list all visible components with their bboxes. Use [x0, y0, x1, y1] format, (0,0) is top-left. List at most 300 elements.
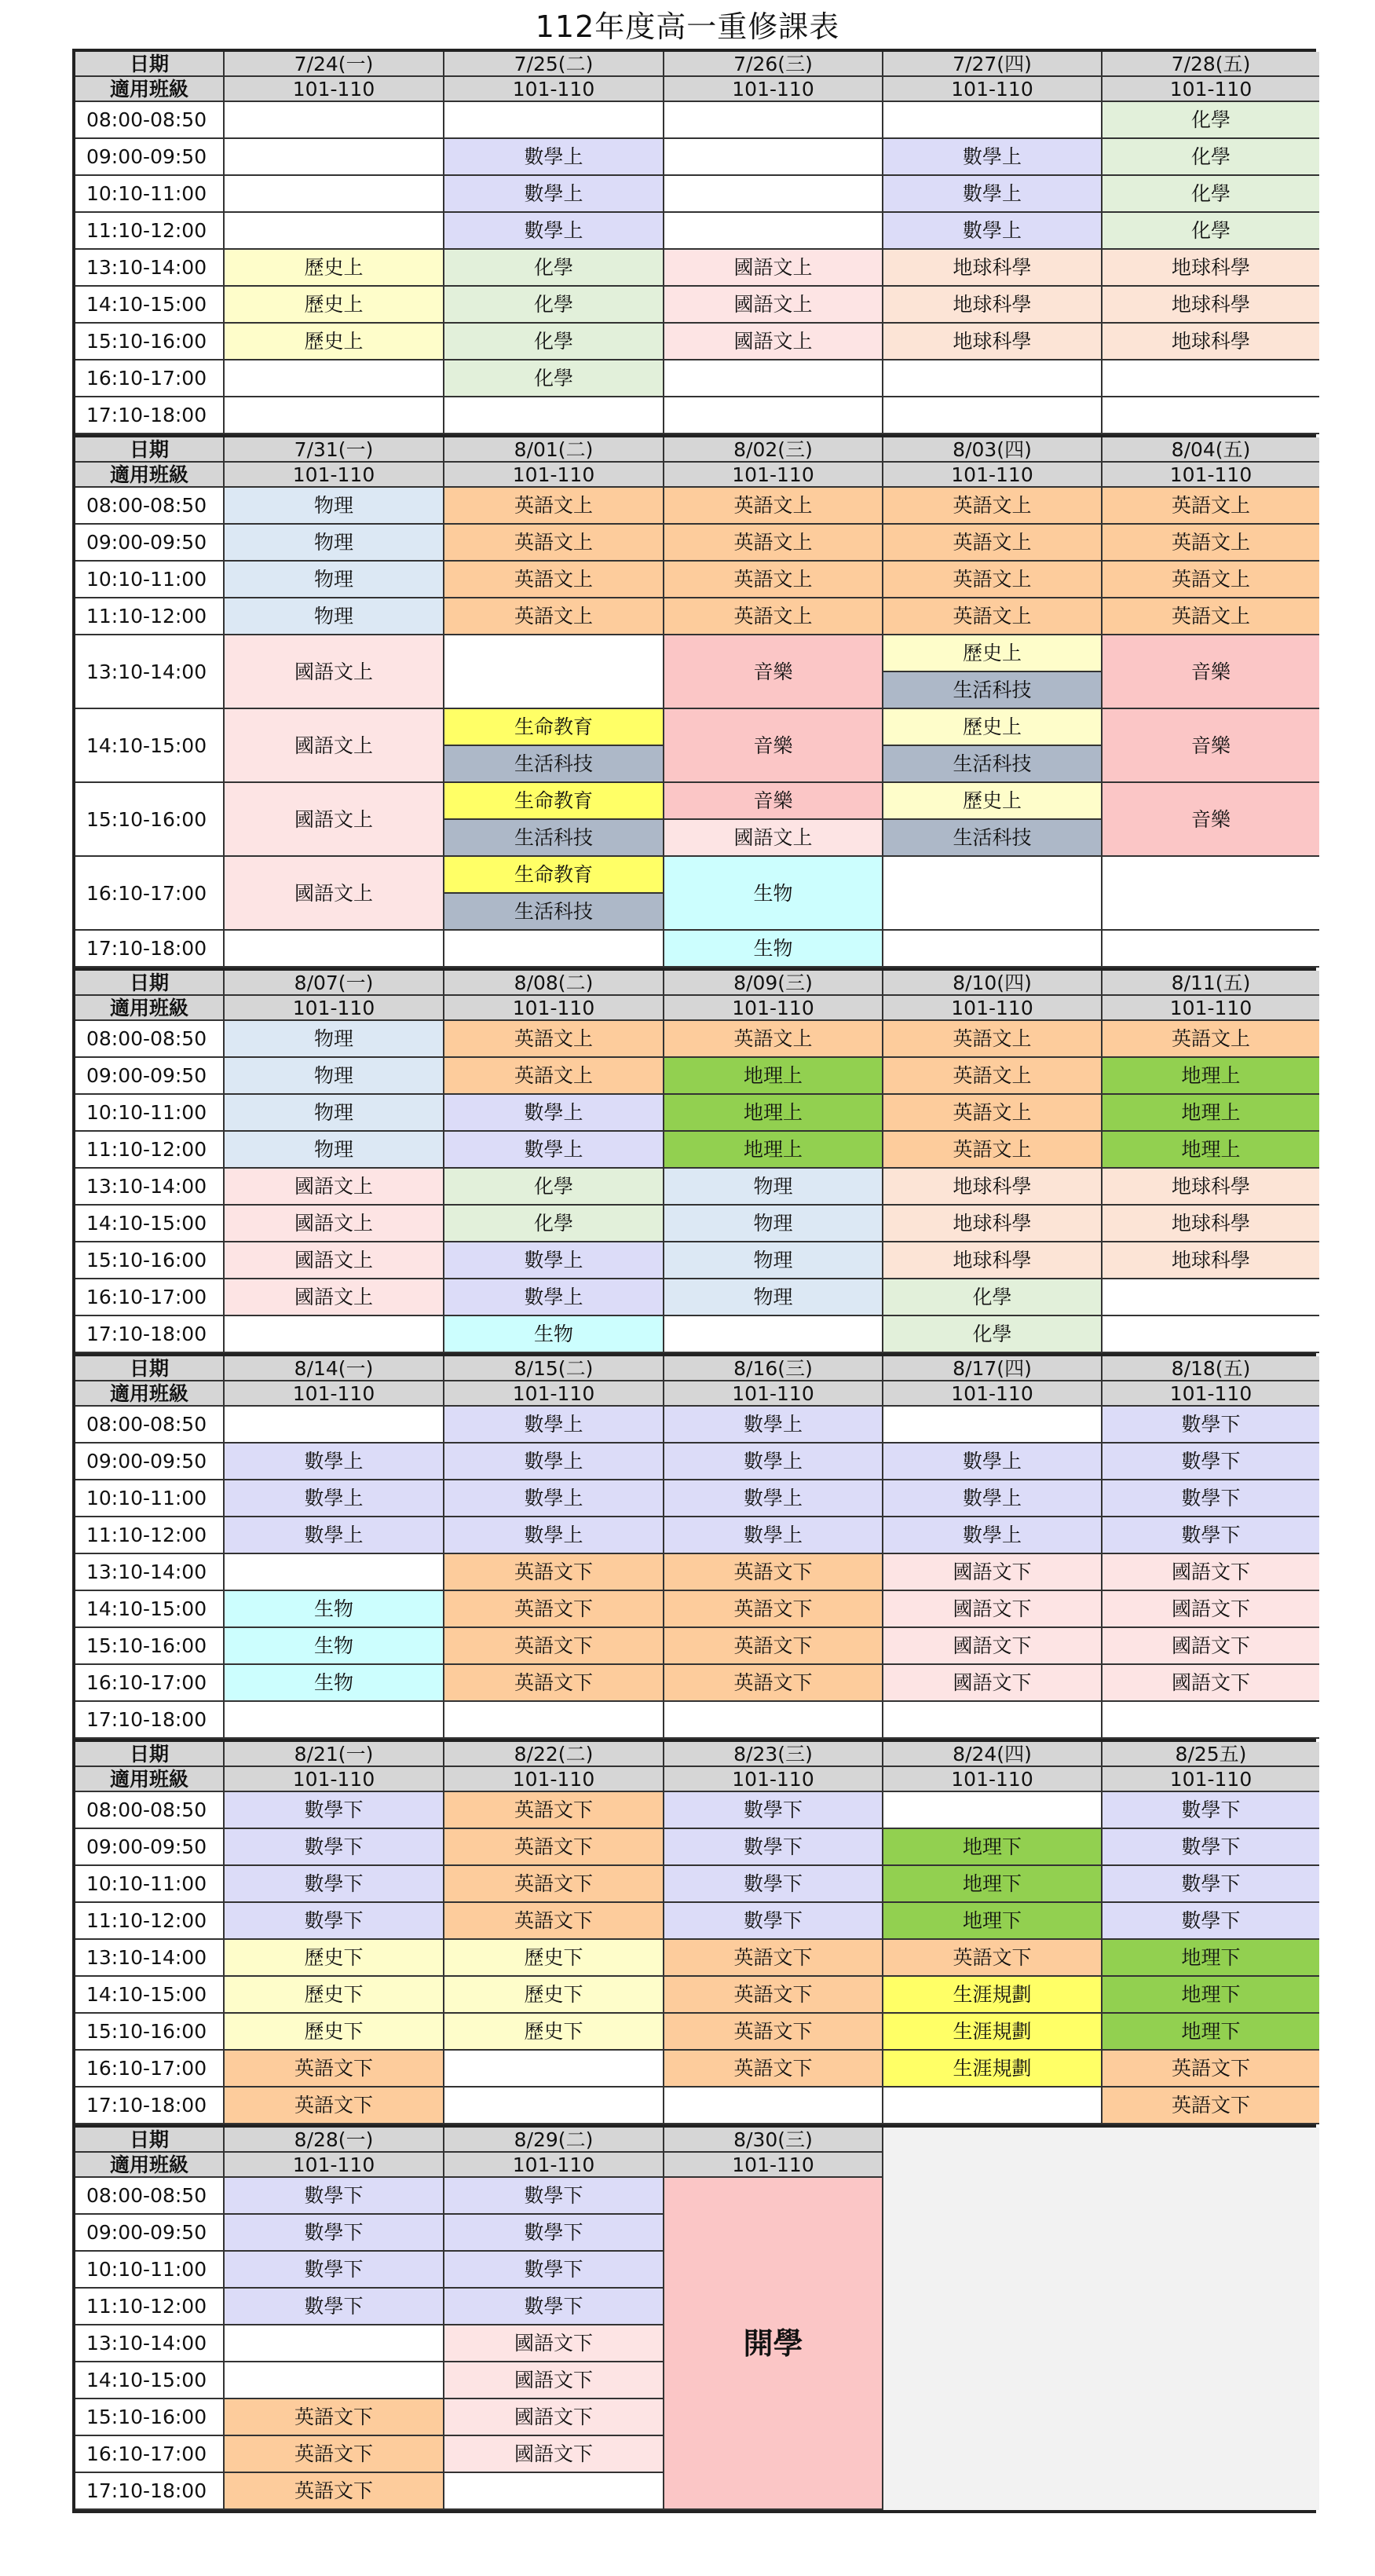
course-cell	[664, 213, 883, 250]
course-cell: 數學下	[1103, 1480, 1319, 1517]
split-period-cell	[664, 783, 883, 857]
course-cell: 英語文下	[444, 1903, 664, 1940]
time-slot: 08:00-08:50	[75, 2178, 225, 2215]
class-header: 101-110	[444, 996, 664, 1021]
course-cell: 地球科學	[1103, 1206, 1319, 1242]
course-cell: 英語文上	[664, 1021, 883, 1058]
class-header: 101-110	[1103, 996, 1319, 1021]
course-cell: 地球科學	[1103, 324, 1319, 360]
course-cell: 數學上	[225, 1517, 444, 1554]
class-header: 101-110	[664, 1381, 883, 1407]
class-header: 101-110	[225, 2153, 444, 2178]
course-cell: 數學上	[883, 213, 1103, 250]
date-header: 8/30(三)	[664, 2128, 883, 2153]
course-cell: 英語文下	[444, 1829, 664, 1866]
course-cell: 數學下	[1103, 1866, 1319, 1903]
course-cell	[1103, 1316, 1319, 1353]
course-cell: 歷史下	[444, 1977, 664, 2014]
course-cell: 歷史下	[444, 2014, 664, 2051]
course-cell: 國語文下	[883, 1665, 1103, 1702]
course-cell: 數學下	[225, 2215, 444, 2252]
course-cell: 地理下	[1103, 1940, 1319, 1977]
course-cell: 國語文上	[225, 783, 444, 857]
date-header: 8/25五)	[1103, 1742, 1319, 1767]
course-cell	[883, 2088, 1103, 2124]
course-cell: 國語文上	[664, 818, 882, 855]
course-cell: 英語文上	[1103, 488, 1319, 525]
course-cell: 地理下	[1103, 2014, 1319, 2051]
class-header: 101-110	[664, 1767, 883, 1792]
course-cell: 英語文上	[664, 598, 883, 635]
course-cell: 化學	[444, 324, 664, 360]
course-cell: 數學下	[664, 1903, 883, 1940]
course-cell: 數學上	[883, 1480, 1103, 1517]
time-slot: 13:10-14:00	[75, 1554, 225, 1591]
course-cell: 數學下	[225, 1903, 444, 1940]
course-cell: 物理	[664, 1242, 883, 1279]
time-slot: 17:10-18:00	[75, 397, 225, 434]
course-cell: 物理	[225, 598, 444, 635]
course-cell: 英語文下	[664, 1591, 883, 1628]
course-cell: 數學下	[225, 2178, 444, 2215]
split-period-cell	[883, 783, 1103, 857]
class-header: 101-110	[1103, 1381, 1319, 1407]
course-cell: 國語文下	[444, 2362, 664, 2399]
course-cell: 英語文上	[444, 488, 664, 525]
course-cell: 英語文上	[444, 598, 664, 635]
course-cell: 數學上	[444, 1279, 664, 1316]
split-period-cell	[444, 857, 664, 931]
course-cell: 國語文下	[1103, 1628, 1319, 1665]
course-cell: 地理上	[1103, 1132, 1319, 1169]
course-cell: 國語文上	[225, 709, 444, 783]
course-cell: 生物	[664, 857, 883, 931]
course-cell: 英語文上	[1103, 598, 1319, 635]
date-header: 8/01(二)	[444, 437, 664, 463]
course-cell	[1103, 1279, 1319, 1316]
course-cell: 數學下	[444, 2178, 664, 2215]
class-header: 101-110	[225, 1381, 444, 1407]
date-label: 日期	[75, 1356, 225, 1381]
time-slot: 15:10-16:00	[75, 2014, 225, 2051]
empty-area	[883, 2128, 1319, 2510]
course-cell: 歷史下	[225, 2014, 444, 2051]
course-cell: 數學上	[444, 1242, 664, 1279]
course-cell: 國語文上	[664, 324, 883, 360]
course-cell: 英語文上	[664, 562, 883, 598]
course-cell: 英語文上	[1103, 562, 1319, 598]
class-label: 適用班級	[75, 463, 225, 488]
course-cell: 國語文下	[883, 1628, 1103, 1665]
course-cell: 音樂	[664, 709, 883, 783]
course-cell: 數學下	[1103, 1517, 1319, 1554]
course-cell: 數學上	[444, 1517, 664, 1554]
course-cell: 地理上	[1103, 1058, 1319, 1095]
course-cell: 國語文下	[444, 2399, 664, 2436]
class-header: 101-110	[664, 996, 883, 1021]
time-slot: 14:10-15:00	[75, 1977, 225, 2014]
class-header: 101-110	[883, 1767, 1103, 1792]
course-cell	[225, 2325, 444, 2362]
course-cell: 數學上	[664, 1480, 883, 1517]
course-cell: 英語文上	[883, 598, 1103, 635]
class-header: 101-110	[1103, 463, 1319, 488]
page-title: 112年度高一重修課表	[535, 9, 840, 44]
course-cell: 歷史上	[225, 287, 444, 324]
course-cell: 化學	[444, 360, 664, 397]
course-cell	[664, 1316, 883, 1353]
date-header: 7/28(五)	[1103, 52, 1319, 77]
course-cell	[225, 397, 444, 434]
course-cell: 英語文下	[225, 2051, 444, 2088]
course-cell: 數學上	[664, 1517, 883, 1554]
course-cell: 英語文下	[664, 1628, 883, 1665]
course-cell: 生命教育	[444, 709, 663, 745]
course-cell: 物理	[225, 1058, 444, 1095]
time-slot: 13:10-14:00	[75, 2325, 225, 2362]
course-cell: 英語文下	[225, 2473, 444, 2510]
course-cell: 國語文下	[883, 1554, 1103, 1591]
course-cell: 物理	[225, 1132, 444, 1169]
time-slot: 08:00-08:50	[75, 1792, 225, 1829]
class-header: 101-110	[1103, 1767, 1319, 1792]
date-label: 日期	[75, 2128, 225, 2153]
course-cell	[225, 176, 444, 213]
course-cell: 地理下	[883, 1903, 1103, 1940]
class-header: 101-110	[883, 77, 1103, 102]
class-header: 101-110	[664, 77, 883, 102]
class-header: 101-110	[1103, 77, 1319, 102]
course-cell: 英語文上	[664, 525, 883, 562]
course-cell	[883, 360, 1103, 397]
time-slot: 11:10-12:00	[75, 598, 225, 635]
course-cell: 地球科學	[883, 250, 1103, 287]
course-cell: 數學上	[444, 1095, 664, 1132]
date-label: 日期	[75, 437, 225, 463]
course-cell	[225, 2362, 444, 2399]
course-cell: 地球科學	[883, 287, 1103, 324]
time-slot: 08:00-08:50	[75, 1407, 225, 1444]
week-block	[72, 968, 1316, 1353]
course-cell: 英語文上	[883, 1021, 1103, 1058]
course-cell	[664, 176, 883, 213]
class-label: 適用班級	[75, 1767, 225, 1792]
course-cell	[444, 1702, 664, 1739]
course-cell: 地球科學	[1103, 1242, 1319, 1279]
course-cell: 國語文下	[444, 2436, 664, 2473]
course-cell: 生活科技	[883, 745, 1101, 781]
course-cell	[883, 1407, 1103, 1444]
course-cell: 地理上	[664, 1058, 883, 1095]
time-slot: 09:00-09:50	[75, 1058, 225, 1095]
course-cell: 國語文上	[225, 1206, 444, 1242]
course-cell	[444, 931, 664, 968]
course-cell: 物理	[664, 1279, 883, 1316]
time-slot: 08:00-08:50	[75, 488, 225, 525]
course-cell: 地理上	[664, 1095, 883, 1132]
class-label: 適用班級	[75, 1381, 225, 1407]
course-cell: 音樂	[664, 783, 882, 818]
course-cell: 物理	[664, 1169, 883, 1206]
time-slot: 16:10-17:00	[75, 360, 225, 397]
course-cell: 化學	[883, 1279, 1103, 1316]
course-cell: 生涯規劃	[883, 1977, 1103, 2014]
course-cell	[444, 635, 664, 709]
course-cell	[225, 1554, 444, 1591]
course-cell: 歷史上	[883, 783, 1101, 818]
course-cell: 生活科技	[883, 818, 1101, 855]
course-cell: 數學上	[883, 1517, 1103, 1554]
course-cell: 生命教育	[444, 857, 663, 892]
date-header: 8/22(二)	[444, 1742, 664, 1767]
date-header: 7/27(四)	[883, 52, 1103, 77]
date-header: 7/31(一)	[225, 437, 444, 463]
class-header: 101-110	[883, 463, 1103, 488]
course-cell: 國語文下	[883, 1591, 1103, 1628]
course-cell: 物理	[225, 1021, 444, 1058]
course-cell: 英語文下	[225, 2088, 444, 2124]
time-slot: 16:10-17:00	[75, 2436, 225, 2473]
course-cell	[664, 1702, 883, 1739]
date-header: 8/28(一)	[225, 2128, 444, 2153]
time-slot: 14:10-15:00	[75, 1591, 225, 1628]
date-header: 8/11(五)	[1103, 971, 1319, 996]
course-cell: 數學上	[444, 1444, 664, 1480]
split-period-cell	[444, 709, 664, 783]
course-cell: 數學上	[444, 139, 664, 176]
course-cell	[664, 139, 883, 176]
course-cell: 地球科學	[1103, 287, 1319, 324]
time-slot: 09:00-09:50	[75, 1829, 225, 1866]
course-cell	[225, 1407, 444, 1444]
course-cell: 國語文下	[1103, 1591, 1319, 1628]
time-slot: 13:10-14:00	[75, 1940, 225, 1977]
time-slot: 14:10-15:00	[75, 287, 225, 324]
week-block	[72, 434, 1316, 968]
schedule-table	[72, 49, 1316, 2513]
course-cell: 化學	[444, 250, 664, 287]
date-header: 7/26(三)	[664, 52, 883, 77]
course-cell: 英語文下	[1103, 2051, 1319, 2088]
date-header: 8/21(一)	[225, 1742, 444, 1767]
date-label: 日期	[75, 1742, 225, 1767]
course-cell	[1103, 397, 1319, 434]
course-cell	[1103, 1702, 1319, 1739]
course-cell	[664, 102, 883, 139]
date-header: 8/29(二)	[444, 2128, 664, 2153]
course-cell: 英語文下	[444, 1628, 664, 1665]
date-header: 7/25(二)	[444, 52, 664, 77]
course-cell: 國語文上	[664, 287, 883, 324]
course-cell	[883, 1702, 1103, 1739]
date-header: 8/18(五)	[1103, 1356, 1319, 1381]
course-cell: 英語文下	[664, 1977, 883, 2014]
course-cell	[444, 397, 664, 434]
course-cell	[1103, 360, 1319, 397]
course-cell: 英語文下	[444, 1591, 664, 1628]
time-slot: 13:10-14:00	[75, 1169, 225, 1206]
course-cell: 地理上	[1103, 1095, 1319, 1132]
course-cell: 音樂	[1103, 783, 1319, 857]
course-cell: 英語文上	[444, 1058, 664, 1095]
time-slot: 14:10-15:00	[75, 1206, 225, 1242]
course-cell	[1103, 857, 1319, 931]
course-cell: 英語文下	[664, 1554, 883, 1591]
course-cell: 數學下	[444, 2289, 664, 2325]
course-cell: 數學上	[225, 1480, 444, 1517]
time-slot: 10:10-11:00	[75, 562, 225, 598]
class-header: 101-110	[883, 996, 1103, 1021]
split-period-cell	[883, 709, 1103, 783]
date-header: 8/24(四)	[883, 1742, 1103, 1767]
class-header: 101-110	[225, 463, 444, 488]
date-header: 8/08(二)	[444, 971, 664, 996]
course-cell: 地理上	[664, 1132, 883, 1169]
course-cell: 物理	[225, 488, 444, 525]
course-cell: 英語文上	[444, 562, 664, 598]
course-cell: 數學下	[1103, 1792, 1319, 1829]
course-cell: 生物	[664, 931, 883, 968]
course-cell: 數學下	[225, 1829, 444, 1866]
time-slot: 17:10-18:00	[75, 1702, 225, 1739]
time-slot: 09:00-09:50	[75, 1444, 225, 1480]
course-cell: 英語文下	[444, 1554, 664, 1591]
date-header: 8/04(五)	[1103, 437, 1319, 463]
course-cell	[225, 360, 444, 397]
course-cell	[883, 1792, 1103, 1829]
time-slot: 09:00-09:50	[75, 139, 225, 176]
time-slot: 11:10-12:00	[75, 2289, 225, 2325]
course-cell	[225, 139, 444, 176]
course-cell: 數學下	[225, 1792, 444, 1829]
course-cell: 英語文下	[883, 1940, 1103, 1977]
course-cell: 國語文下	[1103, 1665, 1319, 1702]
class-header: 101-110	[444, 77, 664, 102]
time-slot: 08:00-08:50	[75, 102, 225, 139]
course-cell: 英語文上	[883, 1132, 1103, 1169]
course-cell: 地球科學	[1103, 1169, 1319, 1206]
course-cell	[883, 102, 1103, 139]
time-slot: 14:10-15:00	[75, 709, 225, 783]
course-cell: 生物	[225, 1628, 444, 1665]
week-block	[72, 1353, 1316, 1739]
date-header: 8/15(二)	[444, 1356, 664, 1381]
course-cell: 數學下	[1103, 1444, 1319, 1480]
course-cell: 數學下	[1103, 1903, 1319, 1940]
class-header: 101-110	[225, 77, 444, 102]
course-cell: 國語文上	[225, 635, 444, 709]
time-slot: 15:10-16:00	[75, 1628, 225, 1665]
course-cell: 數學下	[664, 1866, 883, 1903]
course-cell	[1103, 931, 1319, 968]
time-slot: 15:10-16:00	[75, 783, 225, 857]
course-cell: 英語文下	[444, 1792, 664, 1829]
course-cell: 地球科學	[1103, 250, 1319, 287]
course-cell: 生涯規劃	[883, 2051, 1103, 2088]
class-header: 101-110	[444, 463, 664, 488]
time-slot: 16:10-17:00	[75, 2051, 225, 2088]
time-slot: 16:10-17:00	[75, 857, 225, 931]
course-cell: 英語文上	[664, 488, 883, 525]
course-cell	[883, 931, 1103, 968]
course-cell: 歷史下	[444, 1940, 664, 1977]
class-header: 101-110	[444, 1381, 664, 1407]
course-cell: 英語文下	[1103, 2088, 1319, 2124]
class-header: 101-110	[664, 2153, 883, 2178]
course-cell: 英語文下	[225, 2399, 444, 2436]
course-cell	[444, 2088, 664, 2124]
week-block	[72, 2124, 1316, 2513]
course-cell	[444, 2051, 664, 2088]
course-cell: 生涯規劃	[883, 2014, 1103, 2051]
course-cell: 歷史上	[883, 635, 1101, 671]
date-header: 8/03(四)	[883, 437, 1103, 463]
course-cell: 國語文下	[1103, 1554, 1319, 1591]
course-cell: 歷史下	[225, 1940, 444, 1977]
split-period-cell	[883, 635, 1103, 709]
date-label: 日期	[75, 971, 225, 996]
class-label: 適用班級	[75, 77, 225, 102]
course-cell: 地理下	[883, 1829, 1103, 1866]
time-slot: 08:00-08:50	[75, 1021, 225, 1058]
course-cell: 數學上	[444, 213, 664, 250]
course-cell: 數學上	[664, 1444, 883, 1480]
course-cell: 數學下	[1103, 1407, 1319, 1444]
course-cell: 數學上	[444, 1480, 664, 1517]
time-slot: 10:10-11:00	[75, 176, 225, 213]
course-cell	[664, 397, 883, 434]
course-cell: 英語文上	[883, 488, 1103, 525]
course-cell	[225, 102, 444, 139]
course-cell: 數學上	[225, 1444, 444, 1480]
date-header: 8/16(三)	[664, 1356, 883, 1381]
course-cell: 歷史下	[225, 1977, 444, 2014]
course-cell: 數學上	[883, 139, 1103, 176]
course-cell	[444, 102, 664, 139]
course-cell: 物理	[225, 1095, 444, 1132]
course-cell	[664, 2088, 883, 2124]
course-cell: 數學上	[444, 176, 664, 213]
course-cell: 化學	[1103, 139, 1319, 176]
class-header: 101-110	[664, 463, 883, 488]
course-cell: 數學上	[883, 176, 1103, 213]
class-header: 101-110	[225, 1767, 444, 1792]
school-start-cell: 開學	[664, 2178, 883, 2510]
time-slot: 14:10-15:00	[75, 2362, 225, 2399]
course-cell: 數學下	[444, 2252, 664, 2289]
course-cell: 英語文上	[1103, 525, 1319, 562]
course-cell: 英語文下	[664, 1665, 883, 1702]
course-cell: 數學下	[225, 1866, 444, 1903]
course-cell: 物理	[225, 562, 444, 598]
time-slot: 09:00-09:50	[75, 2215, 225, 2252]
time-slot: 13:10-14:00	[75, 250, 225, 287]
course-cell: 數學下	[225, 2252, 444, 2289]
course-cell: 英語文上	[883, 525, 1103, 562]
course-cell: 英語文下	[664, 2014, 883, 2051]
course-cell: 地理下	[883, 1866, 1103, 1903]
time-slot: 13:10-14:00	[75, 635, 225, 709]
course-cell: 國語文上	[225, 857, 444, 931]
class-header: 101-110	[883, 1381, 1103, 1407]
time-slot: 17:10-18:00	[75, 2473, 225, 2510]
time-slot: 17:10-18:00	[75, 2088, 225, 2124]
class-label: 適用班級	[75, 996, 225, 1021]
time-slot: 16:10-17:00	[75, 1665, 225, 1702]
course-cell: 地球科學	[883, 324, 1103, 360]
course-cell: 化學	[444, 1169, 664, 1206]
course-cell: 數學上	[664, 1407, 883, 1444]
